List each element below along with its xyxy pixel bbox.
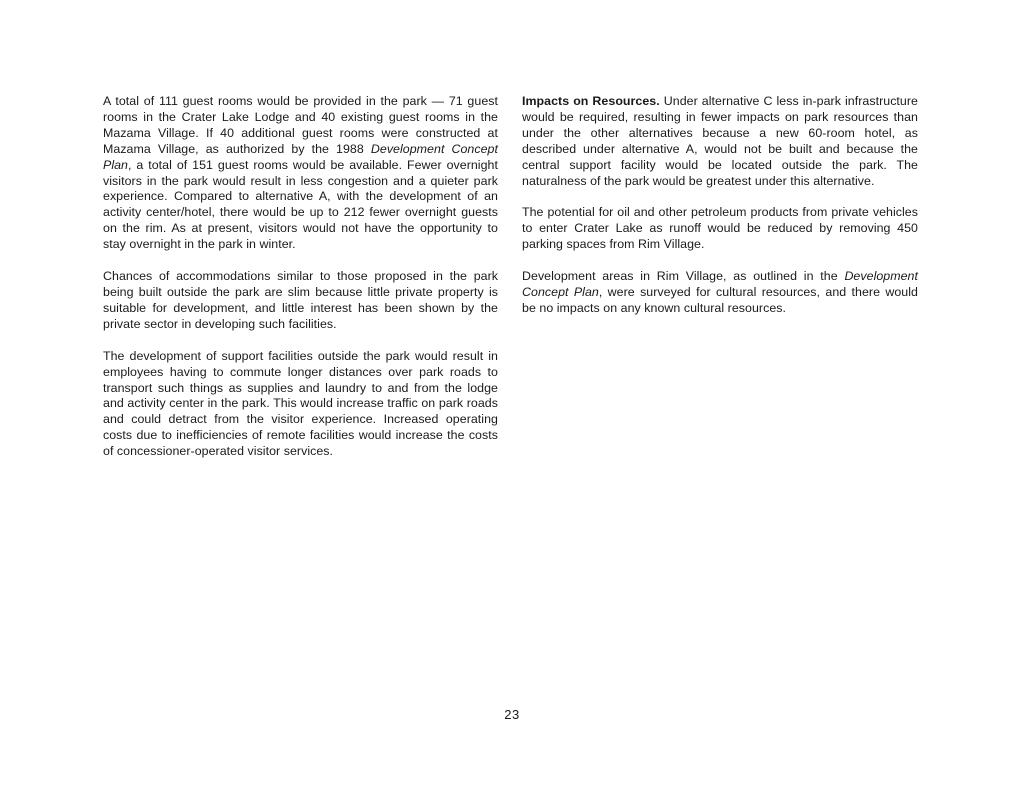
paragraph-text: Under alternative C less in-park infrastructure would be required, resulting in fewer impacts on park resources than under the other alternatives because a new 60-room hotel, as described under alternative A, would not be built and because the central support facility would be located outside the park. The naturalness of the park would be greatest under this alternative. <box>522 94 918 188</box>
paragraph-guest-rooms <box>103 94 498 253</box>
right-column <box>522 94 918 333</box>
page-number: 23 <box>504 707 520 722</box>
paragraph-text: , were surveyed for cultural resources, and there would be no impacts on any known cultural resources. <box>522 285 918 315</box>
paragraph-text: , a total of 151 guest rooms would be available. Fewer overnight visitors in the park would result in less congestion and a quieter park experience. Compared to alternative A, with the development of an activity center/hotel, there would be up to 212 fewer overnight guests on the rim. As at present, visitors would not have the opportunity to stay overnight in the park in winter. <box>103 157 498 252</box>
left-column <box>103 94 498 476</box>
paragraph-accommodations: Chances of accommodations similar to those proposed in the park being built outside the park are slim because little private property is suitable for development, and little interest has been shown by the private sector in developing such facilities. <box>103 269 498 331</box>
paragraph-cultural-resources <box>522 269 918 317</box>
paragraph-impacts-on-resources <box>522 94 918 189</box>
paragraph-petroleum-runoff: The potential for oil and other petroleum products from private vehicles to enter Crater Lake as runoff would be reduced by removing 450 parking spaces from Rim Village. <box>522 205 918 252</box>
italic-plan-title: Development Concept Plan <box>522 269 918 300</box>
italic-plan-title: Development Concept Plan <box>103 141 498 172</box>
paragraph-support-facilities: The development of support facilities outside the park would result in employees having to commute longer distances over park roads to transport such things as supplies and laundry to and from the lodge and activity center in the park. This would increase traffic on park roads and could detract from the visitor experience. Increased operating costs due to inefficiencies of remote facilities would increase the costs of concessioner-operated visitor services. <box>103 348 498 459</box>
section-heading: Impacts on Resources. <box>522 94 660 108</box>
paragraph-text: Development areas in Rim Village, as outlined in the <box>522 269 845 284</box>
paragraph-text: A total of 111 guest rooms would be provided in the park — 71 guest rooms in the Crater Lake Lodge and 40 existing guest rooms in the Mazama Village. If 40 additional guest rooms were constructed at Mazama Village, as authorized by the 1988 <box>103 94 498 156</box>
